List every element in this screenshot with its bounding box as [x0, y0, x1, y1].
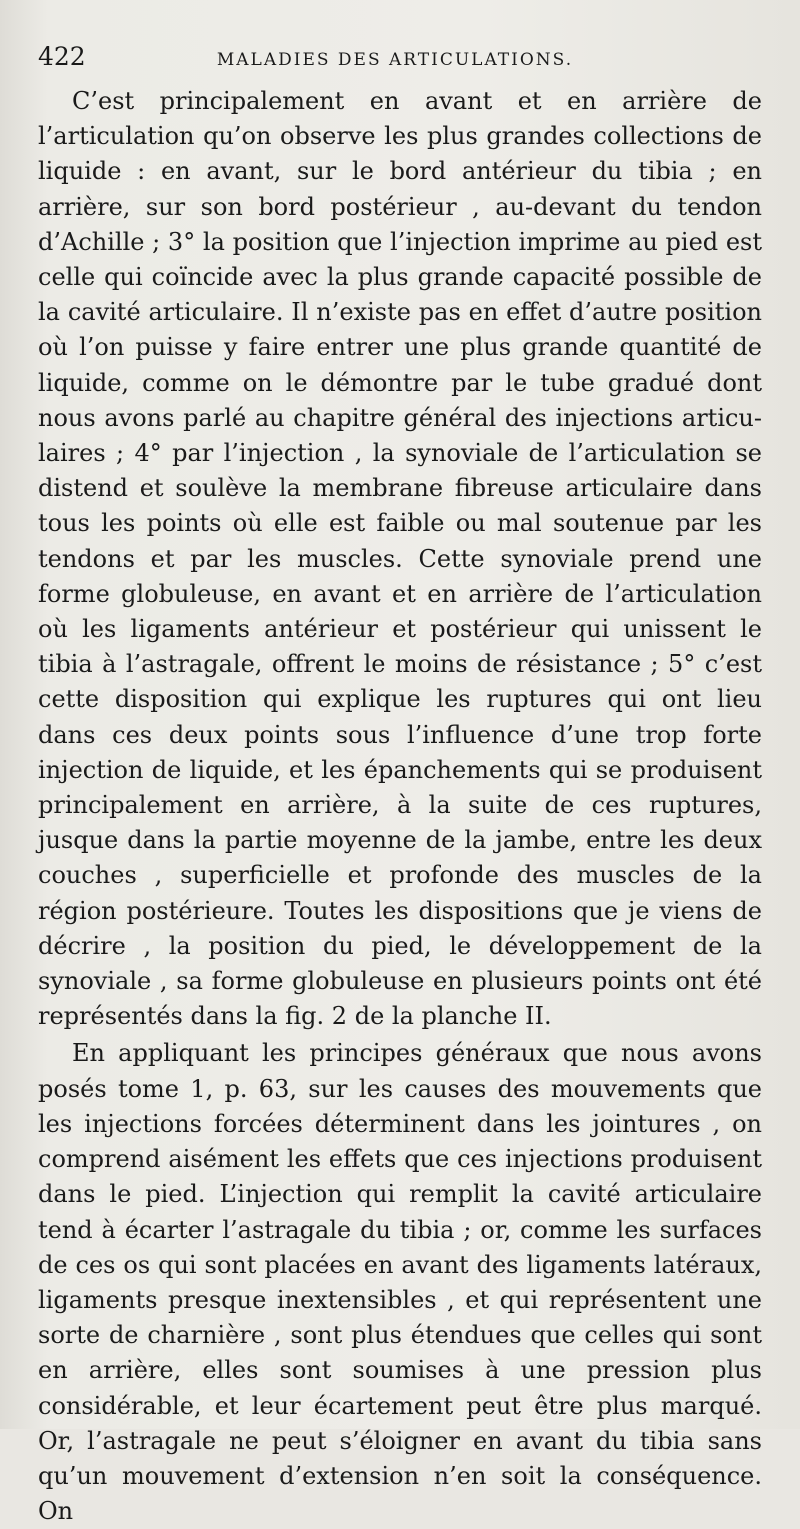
paragraph: C’est principalement en avant et en arrière de l’articulation qu’on observe les plus grandes collections de liquide : en avant, sur le bord antérieur du tibia ; en arrière, sur son bord postérieur , au-devant du tendon d’Achille ; 3° la position que l’injection imprime au pied est celle qui coïncide avec la plus grande capacité possible de la cavité articulaire. Il n’existe pas en effet d’autre position où l’on puisse y faire entrer une plus grande quantité de liquide, comme on le démontre par le tube gradué dont nous avons parlé au chapitre général des injections articulaires ; 4° par l’injection , la synoviale de l’articulation se distend et soulève la membrane fibreuse articulaire dans tous les points où elle est faible ou mal soutenue par les tendons et par les muscles. Cette synoviale prend une forme globuleuse, en avant et en arrière de l’articulation où les ligaments antérieur et postérieur qui unissent le tibia à l’astragale, offrent le moins de résistance ; 5° c’est cette disposition qui explique les ruptures qui ont lieu dans ces deux points sous l’influence d’une trop forte injection de liquide, et les épanchements qui se produisent principalement en arrière, à la suite de ces ruptures, jusque dans la partie moyenne de la jambe, entre les deux couches , superficielle et profonde des muscles de la région postérieure. Toutes les dispositions que je viens de décrire , la position du pied, le développement de la synoviale , sa forme globuleuse en plusieurs points ont été représentés dans la fig. 2 de la planche II.	[38, 87, 762, 1031]
paragraph: En appliquant les principes généraux que nous avons posés tome 1, p. 63, sur les causes des mouvements que les injections forcées déterminent dans les jointures , on comprend aisément les effets que ces injections produisent dans le pied. L’injection qui remplit la cavité articulaire tend à écarter l’astragale du tibia ; or, comme les surfaces de ces os qui sont placées en avant des ligaments latéraux, ligaments presque inextensibles , et qui représentent une sorte de charnière , sont plus étendues que celles qui sont en arrière, elles sont soumises à une pression plus considérable, et leur écartement peut être plus marqué. Or, l’astragale ne peut s’éloigner en avant du tibia sans qu’un mouvement d’extension n’en soit la conséquence. On	[38, 1039, 762, 1526]
running-title: MALADIES DES ARTICULATIONS.	[216, 50, 574, 70]
body-text	[38, 84, 762, 1529]
page-number: 422	[38, 42, 86, 71]
running-head	[38, 42, 762, 76]
